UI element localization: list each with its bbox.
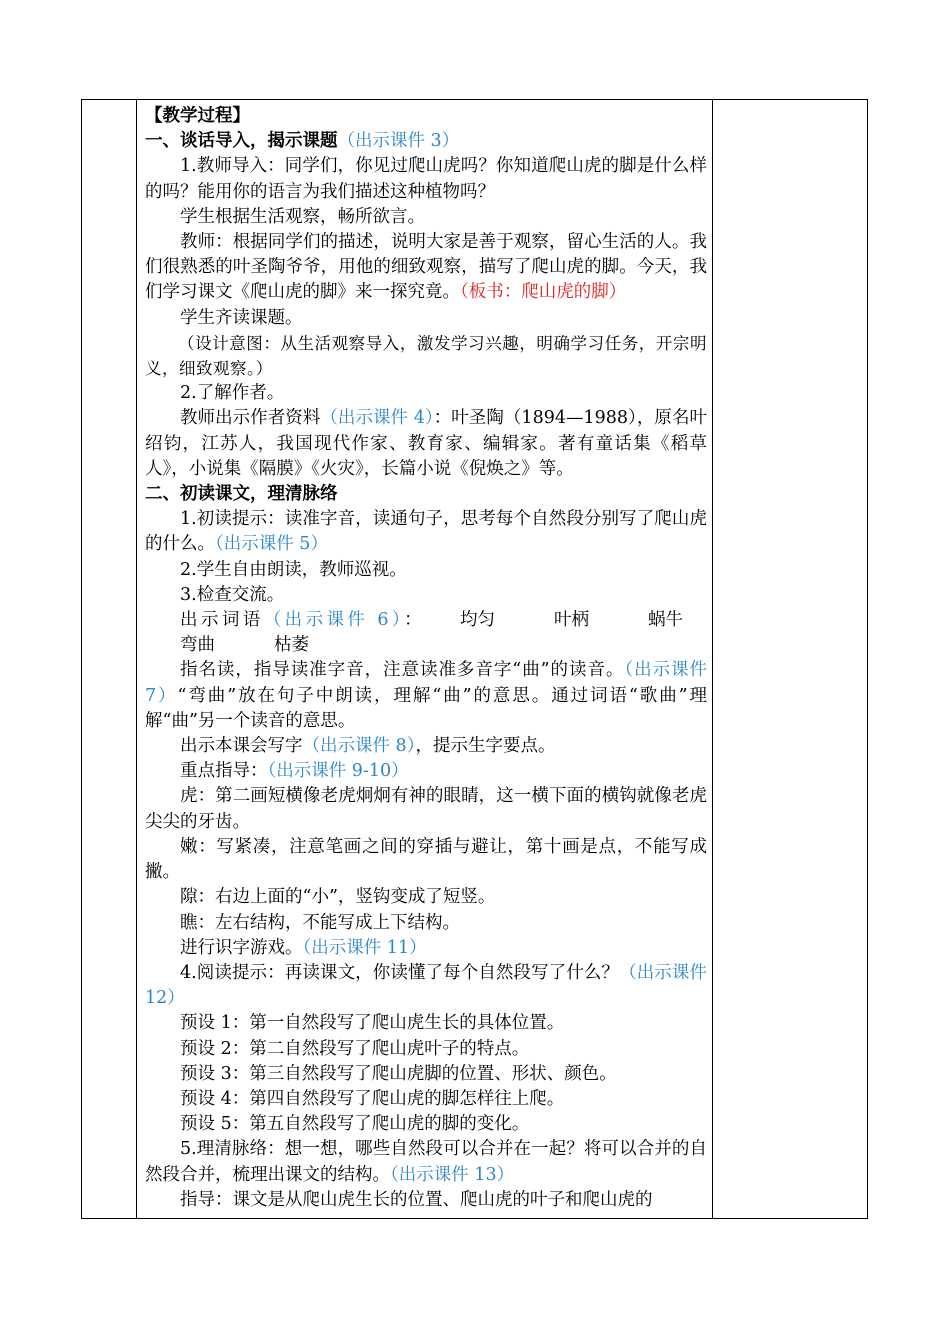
blackboard-note: （板书：爬山虎的脚） <box>460 282 627 303</box>
paragraph-text: 教师出示作者资料 <box>180 408 321 429</box>
paragraph <box>145 507 707 557</box>
courseware-ref: （出示课件 5） <box>215 534 328 555</box>
vocabulary-word: 蜗牛 <box>648 610 684 631</box>
courseware-ref: （出示课件 9-10） <box>267 761 409 782</box>
heading-first-reading: 二、初读课文，理清脉络 <box>145 484 338 505</box>
paragraph-text: 教师：根据同学们的描述，说明大家是善于观察，留心生活的人。我们很熟悉的叶圣陶爷爷，用他的细致观察，描写了爬山虎的脚。今天，我们学习课文《爬山虎的脚》来一探究竟。 <box>145 232 707 303</box>
paragraph-text: 进行识字游戏。 <box>180 937 303 958</box>
paragraph-text: 1.初读提示：读准字音，读通句子，思考每个自然段分别写了爬山虎的什么。 <box>145 509 707 555</box>
paragraph: 嫩：写紧凑，注意笔画之间的穿插与避让，第十画是点，不能写成撇。 <box>145 836 707 883</box>
paragraph <box>145 230 707 306</box>
paragraph <box>145 734 707 759</box>
paragraph: 3.检查交流。 <box>180 584 285 605</box>
paragraph: 1.教师导入：同学们，你见过爬山虎吗？你知道爬山虎的脚是什么样的吗？能用你的语言为我们描述这种植物吗？ <box>145 156 707 202</box>
courseware-ref: （出示课件 12） <box>145 962 707 1009</box>
paragraph-text: 重点指导： <box>180 761 268 782</box>
paragraph: 隙：右边上面的“小”，竖钩变成了短竖。 <box>180 887 496 908</box>
preset-item: 预设 2：第二自然段写了爬山虎叶子的特点。 <box>180 1038 530 1059</box>
heading-intro <box>145 129 707 154</box>
paragraph: 2.学生自由朗读，教师巡视。 <box>180 559 407 580</box>
paragraph-text: ： <box>404 610 426 631</box>
paragraph-text: 指名读，指导读准字音，注意读准多音字“曲”的读音。 <box>180 660 625 681</box>
paragraph-text: 5.理清脉络：想一想，哪些自然段可以合并在一起？将可以合并的自然段合并，梳理出课文的结构。 <box>145 1139 707 1185</box>
vocabulary-line <box>145 608 707 658</box>
paragraph: 学生根据生活观察，畅所欲言。 <box>180 206 425 227</box>
teaching-process-cell <box>145 104 707 1213</box>
courseware-ref: （出示课件 3） <box>337 131 460 152</box>
table-column-divider-2 <box>712 100 713 1218</box>
courseware-ref: （出示课件 4） <box>320 408 434 429</box>
paragraph <box>145 936 707 961</box>
paragraph-text: “弯曲”放在句子中朗读，理解“曲”的意思。通过词语“歌曲”理解“曲”另一个读音的意思。 <box>145 685 707 731</box>
courseware-ref: （出示课件 8） <box>302 736 416 757</box>
paragraph-text: 出示词语 <box>180 610 264 631</box>
section-title: 【教学过程】 <box>145 106 250 126</box>
paragraph-text: 4.阅读提示：再读课文，你读懂了每个自然段写了什么？ <box>180 962 620 983</box>
paragraph <box>145 406 707 482</box>
paragraph <box>145 1137 707 1187</box>
vocabulary-word: 均匀 <box>460 610 496 631</box>
preset-item: 预设 3：第三自然段写了爬山虎脚的位置、形状、颜色。 <box>180 1063 617 1084</box>
preset-item: 预设 1：第一自然段写了爬山虎生长的具体位置。 <box>180 1013 565 1034</box>
design-intent: （设计意图：从生活观察导入，激发学习兴趣，明确学习任务，开宗明义，细致观察。） <box>145 333 707 379</box>
paragraph: 指导：课文是从爬山虎生长的位置、爬山虎的叶子和爬山虎的 <box>180 1189 653 1210</box>
paragraph: 虎：第二画短横像老虎炯炯有神的眼睛，这一横下面的横钩就像老虎尖尖的牙齿。 <box>145 786 707 832</box>
vocabulary-word: 弯曲 <box>180 635 215 656</box>
vocabulary-word: 叶柄 <box>554 610 590 631</box>
courseware-ref: （出示课件 13） <box>390 1164 515 1185</box>
vocabulary-word: 枯萎 <box>274 635 309 656</box>
paragraph <box>145 658 707 734</box>
preset-item: 预设 4：第四自然段写了爬山虎的脚怎样往上爬。 <box>180 1088 565 1109</box>
paragraph: 2.了解作者。 <box>180 383 285 404</box>
paragraph-text: 出示本课会写字 <box>180 736 303 757</box>
courseware-ref: （出示课件 6） <box>263 610 405 631</box>
preset-item: 预设 5：第五自然段写了爬山虎的脚的变化。 <box>180 1114 530 1135</box>
courseware-ref: （出示课件 7） <box>145 660 707 706</box>
paragraph: 学生齐读课题。 <box>180 307 303 328</box>
paragraph-text: ，提示生字要点。 <box>415 736 556 757</box>
heading-intro-text: 一、谈话导入，揭示课题 <box>145 131 338 152</box>
paragraph <box>145 961 707 1011</box>
paragraph-text: ：叶圣陶（1894—1988），原名叶绍钧，江苏人，我国现代作家、教育家、编辑家。著有童话集《稻草人》，小说集《隔膜》《火灾》，长篇小说《倪焕之》等。 <box>145 408 707 479</box>
paragraph: 瞧：左右结构，不能写成上下结构。 <box>180 912 460 933</box>
table-column-divider-1 <box>136 100 137 1218</box>
courseware-ref: （出示课件 11） <box>302 937 427 958</box>
paragraph <box>145 759 707 784</box>
